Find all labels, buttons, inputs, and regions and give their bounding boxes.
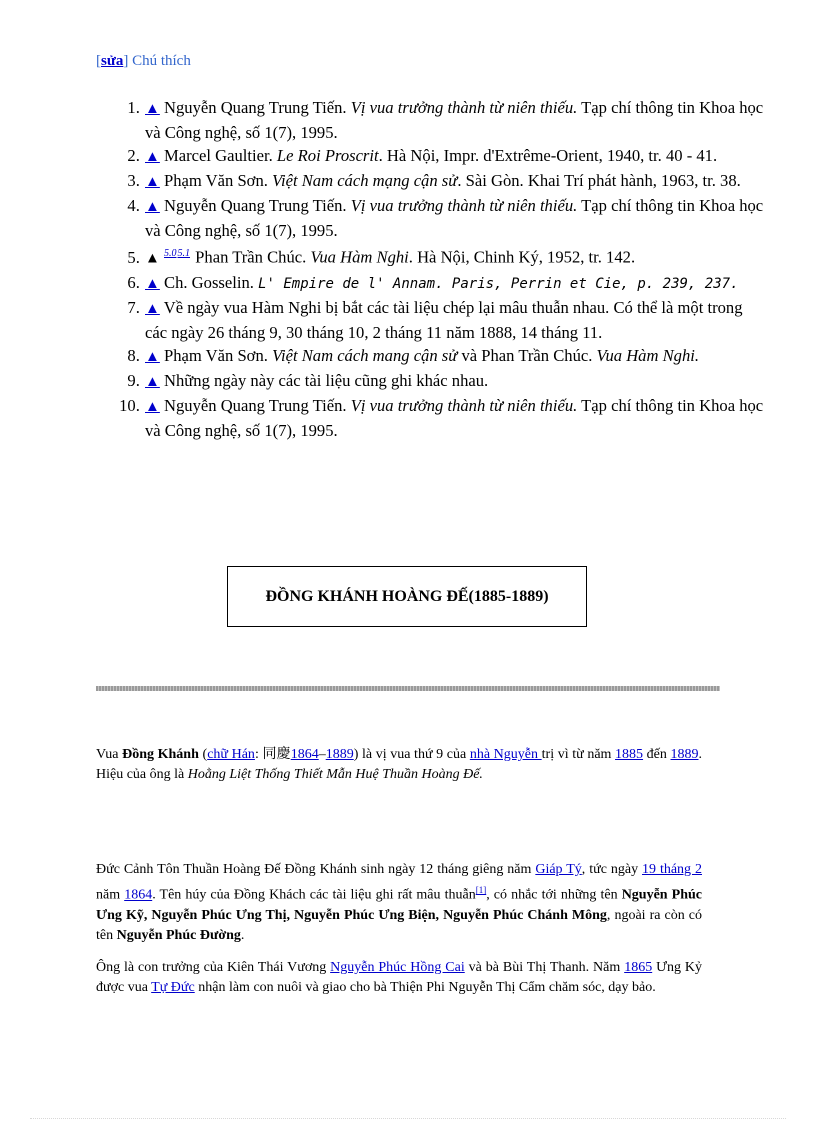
ref-mid: và Phan Trần Chúc. [461, 345, 593, 365]
reference-item [144, 194, 764, 242]
back-link-caret-icon[interactable]: ▲ [145, 101, 160, 117]
link-1864[interactable]: 1864 [290, 747, 319, 762]
reign-title: Hoằng Liệt Thống Thiết Mẫn Huệ Thuần Hoàng Đế. [187, 767, 483, 782]
ref-rest: Tạp chí thông tin Khoa học và Công nghệ, số 1(7), 1995. [145, 196, 764, 240]
reference-item [144, 394, 764, 442]
link-giap-ty[interactable]: Giáp Tý [535, 862, 582, 877]
text: nhận làm con nuôi và giao cho bà Thiện Phi Nguyễn Thị Cẩm chăm sóc, dạy bảo. [194, 980, 656, 995]
text: Đức Cảnh Tôn Thuần Hoàng Đế Đồng Khánh sinh ngày 12 tháng giêng năm [96, 862, 536, 877]
reference-item [144, 296, 764, 344]
ref-title: Vị vua trưởng thành từ niên thiếu. [350, 196, 578, 215]
back-link-5-0[interactable]: 5.0 [164, 248, 177, 259]
ref-rest: Tạp chí thông tin Khoa học và Công nghệ, số 1(7), 1995. [145, 98, 764, 142]
ref-author: Nguyễn Quang Trung Tiến. [164, 395, 347, 415]
king-name: Đồng Khánh [122, 747, 199, 762]
horizontal-rule [96, 686, 720, 691]
ref-title-2: Vua Hàm Nghi. [596, 345, 700, 365]
link-19-thang-2[interactable]: 19 tháng 2 [642, 862, 702, 877]
text: , tức ngày [581, 862, 643, 877]
link-tu-duc[interactable]: Tự Đức [151, 980, 195, 995]
link-hong-cai[interactable]: Nguyễn Phúc Hồng Cai [330, 960, 465, 975]
edit-link[interactable]: sửa [101, 53, 124, 69]
reference-item [144, 169, 764, 194]
section-title: Chú thích [132, 53, 191, 69]
back-link-caret-icon[interactable]: ▲ [145, 348, 160, 365]
ref-rest: . Sài Gòn. Khai Trí phát hành, 1963, tr. 38. [457, 171, 741, 190]
references-list [96, 96, 764, 442]
text: : 同慶 [254, 747, 291, 762]
ref-text: Những ngày này các tài liệu cũng ghi khác nhau. [164, 370, 489, 390]
ref-author: Ch. Gosselin. [164, 272, 254, 292]
text: . Tên húy của Đồng Khách các tài liệu ghi rất mâu thuẫn [152, 887, 476, 903]
text: Ưng Kỷ được vua [96, 960, 702, 995]
back-link-caret-icon[interactable]: ▲ [145, 174, 160, 190]
ref-title: Vị vua trưởng thành từ niên thiếu. [350, 395, 578, 415]
edit-bracket-close: ] [123, 53, 129, 69]
ref-title: Việt Nam cách mạng cận sử [272, 171, 458, 190]
text: . Hiệu của ông là [96, 747, 703, 782]
link-chu-han[interactable]: chữ Hán [207, 747, 255, 762]
ref-rest: . Hà Nội, Impr. d'Extrême-Orient, 1940, tr. 40 - 41. [378, 146, 718, 165]
reference-item [144, 96, 764, 144]
ref-title: Vua Hàm Nghi [310, 247, 409, 267]
reference-item [144, 271, 764, 296]
link-nha-nguyen[interactable]: nhà Nguyễn [469, 747, 542, 762]
text: ( [198, 747, 208, 762]
back-link-caret-icon[interactable]: ▲ [145, 275, 160, 292]
footnote-link[interactable]: [1] [475, 885, 487, 895]
text: ) là vị vua thứ 9 của [353, 747, 470, 762]
page-bottom-divider [30, 1118, 786, 1119]
reference-item [144, 344, 764, 369]
text: – [318, 747, 326, 762]
ref-author: Phạm Văn Sơn. [164, 345, 268, 365]
link-1865[interactable]: 1865 [624, 960, 653, 975]
link-1864-b[interactable]: 1864 [124, 887, 153, 903]
text: năm [96, 887, 125, 903]
ref-title: Le Roi Proscrit [276, 146, 379, 165]
ref-title: Vị vua trưởng thành từ niên thiếu. [350, 98, 578, 117]
text: , ngoài ra còn có tên [96, 907, 702, 943]
ref-author: Nguyễn Quang Trung Tiến. [164, 196, 347, 215]
back-link-caret-icon[interactable]: ▲ [145, 199, 160, 215]
birth-name-last: Nguyễn Phúc Đường [116, 927, 241, 943]
text: đến [643, 747, 671, 762]
reference-item [144, 242, 764, 271]
back-link-caret-icon[interactable]: ▲ [145, 373, 160, 390]
chapter-title-box [227, 566, 587, 627]
ref-author: Marcel Gaultier. [164, 146, 273, 165]
family-paragraph [96, 958, 702, 998]
ref-author: Phan Trần Chúc. [195, 247, 307, 267]
ref-title: L' Empire de l' Annam. Paris, Perrin et Cie, p. 239, 237. [258, 275, 739, 292]
caret-icon: ▲ [145, 250, 160, 267]
back-link-caret-icon[interactable]: ▲ [145, 398, 160, 415]
ref-rest: . Hà Nội, Chinh Ký, 1952, tr. 142. [408, 247, 636, 267]
text: , có nhắc tới những tên [486, 887, 622, 903]
back-link-caret-icon[interactable]: ▲ [145, 300, 160, 317]
ref-rest: Tạp chí thông tin Khoa học và Công nghệ, số 1(7), 1995. [145, 395, 764, 440]
link-1889-b[interactable]: 1889 [670, 747, 699, 762]
text: Vua [96, 747, 123, 762]
ref-author: Nguyễn Quang Trung Tiến. [164, 98, 347, 117]
text: . [240, 927, 245, 943]
edit-bracket-open: [ [96, 53, 101, 69]
ref-title: Việt Nam cách mang cận sử [272, 345, 458, 365]
link-1885[interactable]: 1885 [615, 747, 644, 762]
section-heading [96, 53, 191, 70]
birth-paragraph [96, 860, 702, 946]
back-link-5-1[interactable]: 5.1 [177, 248, 191, 259]
reference-item [144, 369, 764, 394]
back-link-caret-icon[interactable]: ▲ [145, 149, 160, 165]
ref-text: Về ngày vua Hàm Nghi bị bắt các tài liệu chép lại mâu thuẫn nhau. Có thể là một trong các ngày 26 tháng 9, 30 tháng 10, 2 tháng 11 năm 1888, 14 tháng 11. [145, 297, 743, 342]
text: và bà Bùi Thị Thanh. Năm [464, 960, 625, 975]
text: trị vì từ năm [541, 747, 616, 762]
intro-paragraph [96, 745, 702, 785]
reference-item [144, 144, 764, 169]
text: Ông là con trưởng của Kiên Thái Vương [96, 960, 331, 975]
ref-author: Phạm Văn Sơn. [164, 171, 268, 190]
link-1889[interactable]: 1889 [325, 747, 354, 762]
chapter-title: ĐỒNG KHÁNH HOÀNG ĐẾ(1885-1889) [265, 587, 549, 605]
birth-names: Nguyễn Phúc Ưng Kỹ, Nguyễn Phúc Ưng Thị, Nguyễn Phúc Ưng Biện, Nguyễn Phúc Chánh Mông [96, 887, 702, 923]
